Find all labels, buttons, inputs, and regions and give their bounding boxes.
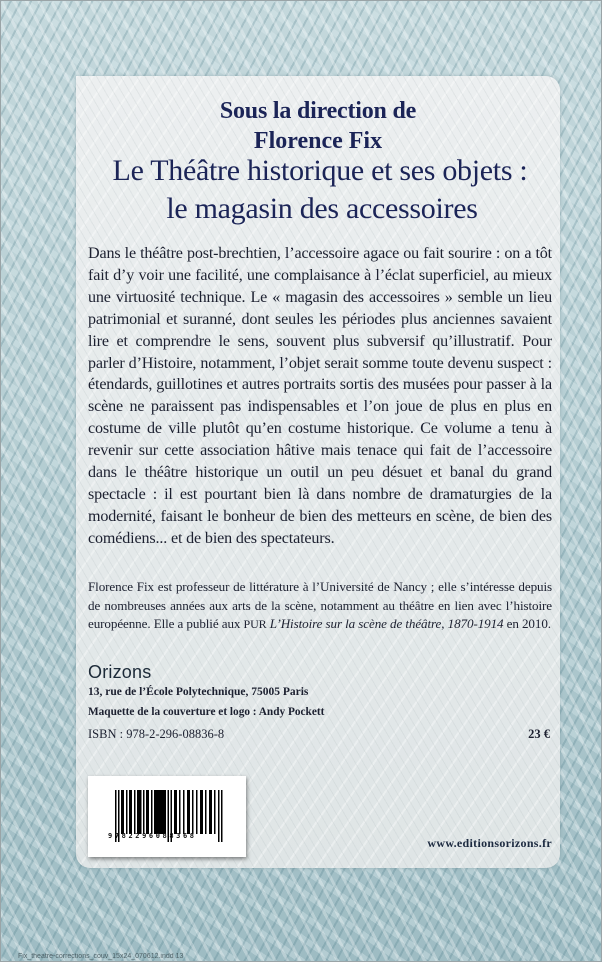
publisher-website: www.editionsorizons.fr [427, 836, 552, 850]
editor-label: Sous la direction de [219, 98, 417, 124]
bio-text-end: en 2010. [503, 616, 551, 631]
author-bio [88, 578, 552, 634]
blurb-paragraph: Dans le théâtre post-brechtien, l’accessoire agace ou fait sourire : on a tôt fait d’y voir une facilité, une complaisance à l’éclat superficiel, au mieux une virtuosité technique. Le « magasin des accessoires » semble un lieu patrimonial et suranné, dont seules les périodes plus anciennes savaient lire et comprendre le sens, souvent plus subversif qu’illustratif. Pour parler d’Histoire, notamment, l’objet serait somme toute devenu suspect : étendards, guillotines et autres portraits sortis des musées pour passer à la scène ne paraissent pas indispensables et l’on joue de plus en plus en costume de ville plutôt qu’en costume historique. Ce volume a tenu à revenir sur cette association hâtive mais tenace qui fait de l’accessoire dans le théâtre historique un outil un peu désuet et banal du grand spectacle : il est pourtant bien là dans nombre de dramaturgies de la modernité, faisant le bonheur de bien des metteurs en scène, de bien des comédiens... et de bien des spectateurs. [88, 245, 552, 547]
barcode-digits: 9782296088368 [108, 832, 197, 840]
publisher-name: Orizons [88, 662, 152, 682]
editor-name: Florence Fix [253, 128, 383, 154]
book-title-line-1: Le Théâtre historique et ses objets : [112, 154, 528, 187]
bio-separator: , [441, 616, 448, 631]
bio-book-title: L’Histoire sur la scène de théâtre [269, 616, 442, 631]
publisher-address: 13, rue de l’École Polytechnique, 75005 Paris [88, 686, 309, 698]
back-cover-panel [76, 76, 560, 868]
barcode [88, 776, 246, 857]
bio-text: Florence Fix est professeur de littérature à l’Université de Nancy ; elle s’intéresse depuis de nombreuses années aux arts de la scène, notamment au théâtre en lien avec l’histoire européenne. Elle a publié aux [88, 579, 552, 631]
isbn: ISBN : 978-2-296-08836-8 [88, 727, 225, 741]
price: 23 € [528, 727, 550, 741]
print-slug: Fix_theatre-corrections_couv_15x24_070612.indd 13 [18, 953, 184, 960]
book-title-line-2: le magasin des accessoires [166, 192, 478, 225]
bio-book-years: 1870-1914 [447, 616, 504, 631]
cover-credit: Maquette de la couverture et logo : Andy Pockett [88, 706, 325, 718]
bio-publisher-abbrev: PUR [243, 617, 267, 631]
